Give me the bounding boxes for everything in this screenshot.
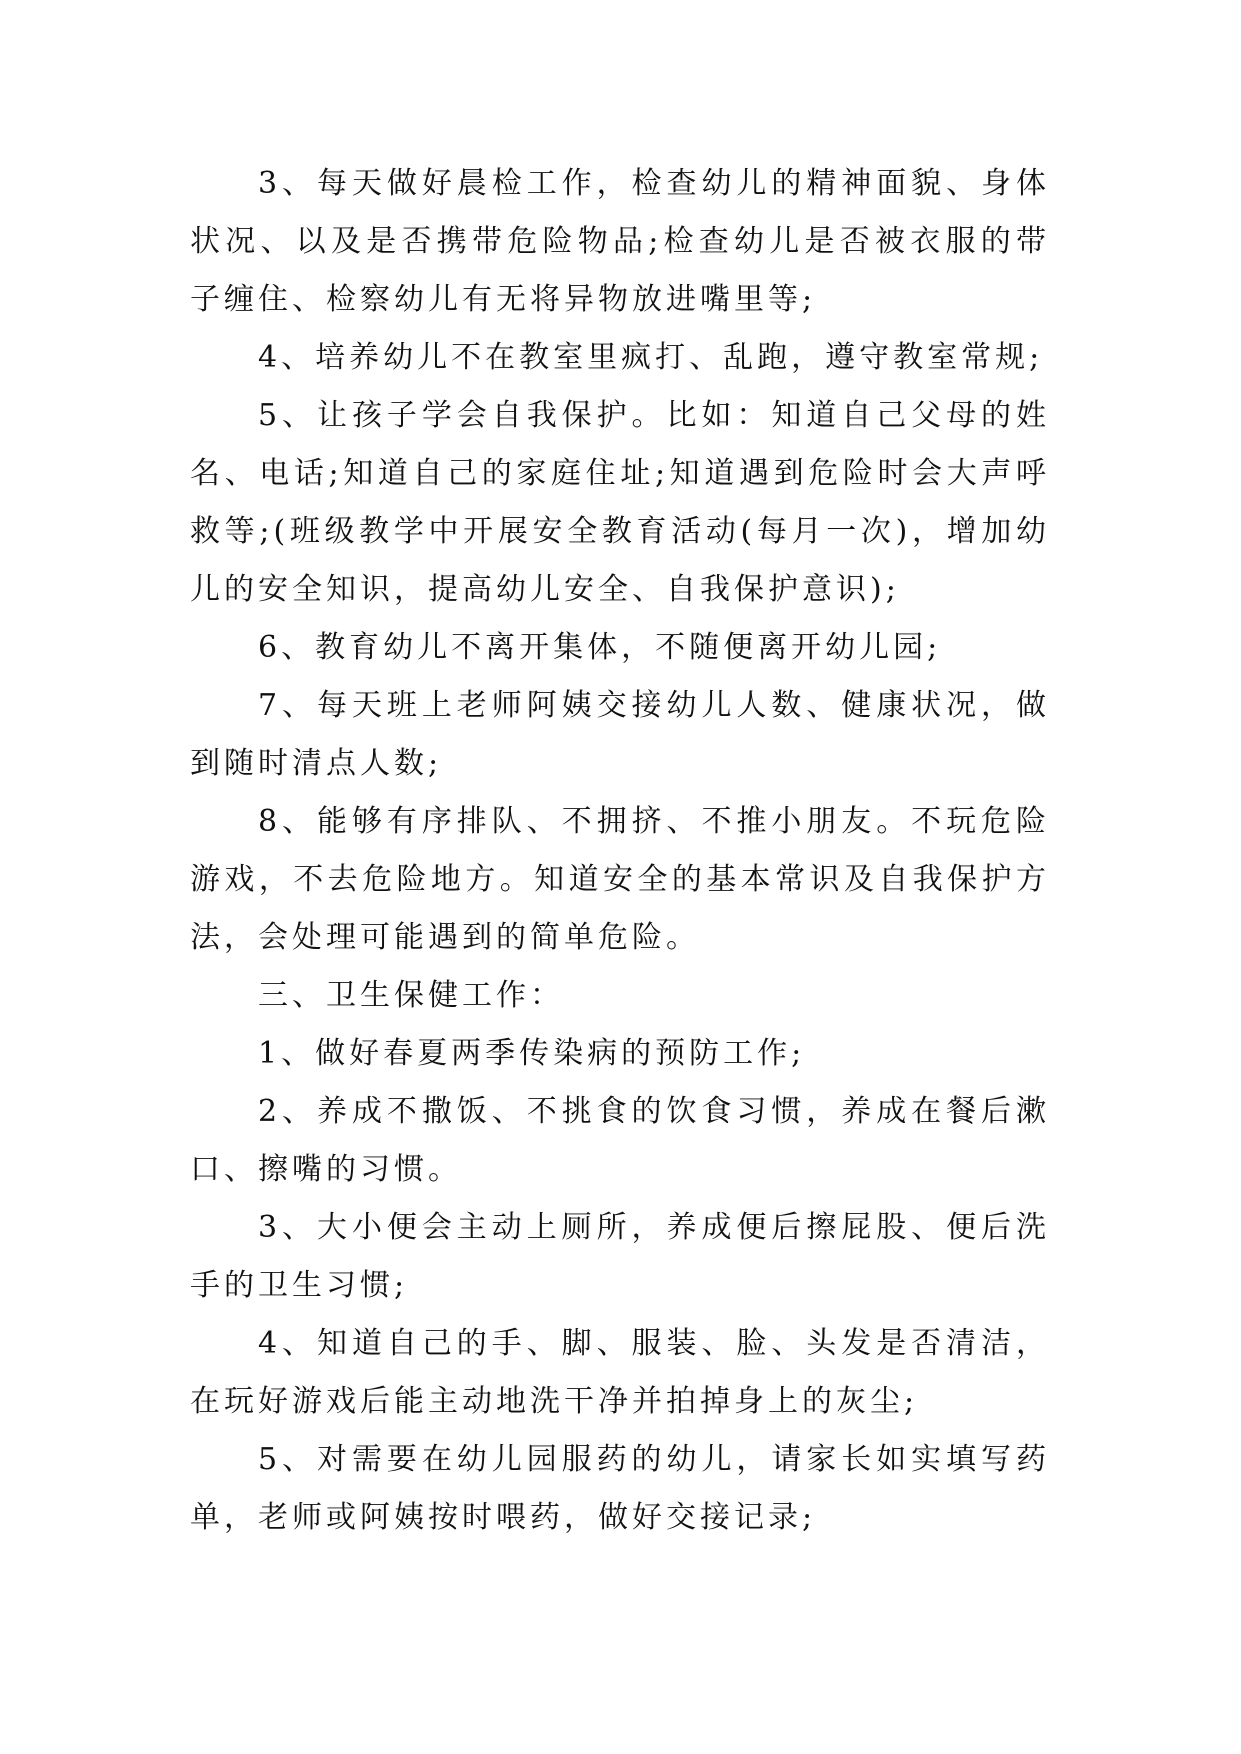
paragraph-hygiene-3: 3、大小便会主动上厕所，养成便后擦屁股、便后洗手的卫生习惯;	[190, 1210, 1050, 1303]
document-body	[190, 155, 1050, 1547]
paragraph-safety-8: 8、能够有序排队、不拥挤、不推小朋友。不玩危险游戏，不去危险地方。知道安全的基本常识及自我保护方法，会处理可能遇到的简单危险。	[190, 804, 1050, 955]
paragraph-hygiene-1: 1、做好春夏两季传染病的预防工作;	[258, 1036, 806, 1071]
paragraph-safety-7: 7、每天班上老师阿姨交接幼儿人数、健康状况，做到随时清点人数;	[190, 688, 1050, 781]
paragraph-safety-5: 5、让孩子学会自我保护。比如：知道自己父母的姓名、电话;知道自己的家庭住址;知道遇到危险时会大声呼救等;(班级教学中开展安全教育活动(每月一次)，增加幼儿的安全知识，提高幼儿安全、自我保护意识);	[190, 398, 1050, 607]
paragraph-safety-3: 3、每天做好晨检工作，检查幼儿的精神面貌、身体状况、以及是否携带危险物品;检查幼儿是否被衣服的带子缠住、检察幼儿有无将异物放进嘴里等;	[190, 166, 1050, 317]
paragraph-hygiene-5: 5、对需要在幼儿园服药的幼儿，请家长如实填写药单，老师或阿姨按时喂药，做好交接记录;	[190, 1442, 1050, 1535]
paragraph-safety-6: 6、教育幼儿不离开集体，不随便离开幼儿园;	[258, 630, 942, 665]
paragraph-hygiene-4: 4、知道自己的手、脚、服装、脸、头发是否清洁，在玩好游戏后能主动地洗干净并拍掉身上的灰尘;	[190, 1326, 1050, 1419]
paragraph-safety-4: 4、培养幼儿不在教室里疯打、乱跑，遵守教室常规;	[258, 340, 1044, 375]
paragraph-hygiene-2: 2、养成不撒饭、不挑食的饮食习惯，养成在餐后漱口、擦嘴的习惯。	[190, 1094, 1050, 1187]
section-heading-hygiene: 三、卫生保健工作：	[258, 978, 564, 1013]
